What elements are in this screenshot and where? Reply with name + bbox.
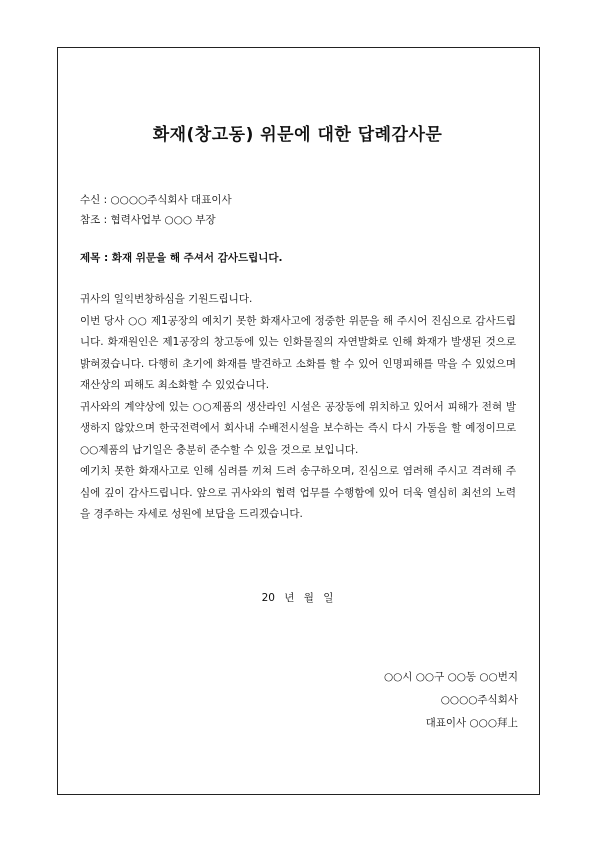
body-paragraph: 이번 당사 ○○ 제1공장의 예치기 못한 화재사고에 정중한 위문을 해 주시어 진심으로 감사드립니다. 화재원인은 제1공장의 창고동에 있는 인화물질의 자연발화로 인해 화재가 발생된 것으로 밝혀졌습니다. 다행히 초기에 화재를 발견하고 소화를 할 수 있어 인명피해를 막을 수 있었으며 재산상의 피해도 최소화할 수 있었습니다. [80, 314, 516, 391]
sender-address: ○○시 ○○구 ○○동 ○○번지 [383, 671, 518, 683]
document-title: 화재(창고동) 위문에 대한 답례감사문 [152, 125, 443, 145]
recipient-line: 수신 : ○○○○주식회사 대표이사 [80, 194, 232, 206]
reference-line: 참조 : 협력사업부 ○○○ 부장 [80, 214, 216, 226]
body-paragraph: 예기치 못한 화재사고로 인해 심려를 끼쳐 드려 송구하오며, 진심으로 염려해 주시고 격려해 주심에 깊이 감사드립니다. 앞으로 귀사와의 협력 업무를 수행함에 있어 더욱 열심히 최선의 노력을 경주하는 자세로 성원에 보답을 드리겠습니다. [80, 465, 516, 520]
subject-line: 제목 : 화재 위문을 해 주셔서 감사드립니다. [80, 252, 283, 264]
letter-body [80, 289, 516, 526]
body-paragraph: 귀사와의 계약상에 있는 ○○제품의 생산라인 시설은 공장동에 위치하고 있어서 피해가 전혀 발생하지 않았으며 한국전력에서 회사내 수배전시설을 보수하는 즉시 다시 가동을 할 예정이므로 ○○제품의 납기일은 충분히 준수할 수 있을 것으로 보입니다. [80, 400, 516, 456]
date-line: 20 년 월 일 [261, 592, 334, 604]
body-paragraph: 귀사의 일익번창하심을 기원드립니다. [80, 293, 253, 305]
sender-signatory: 대표이사 ○○○拜上 [425, 717, 518, 729]
sender-company: ○○○○주식회사 [440, 694, 518, 706]
